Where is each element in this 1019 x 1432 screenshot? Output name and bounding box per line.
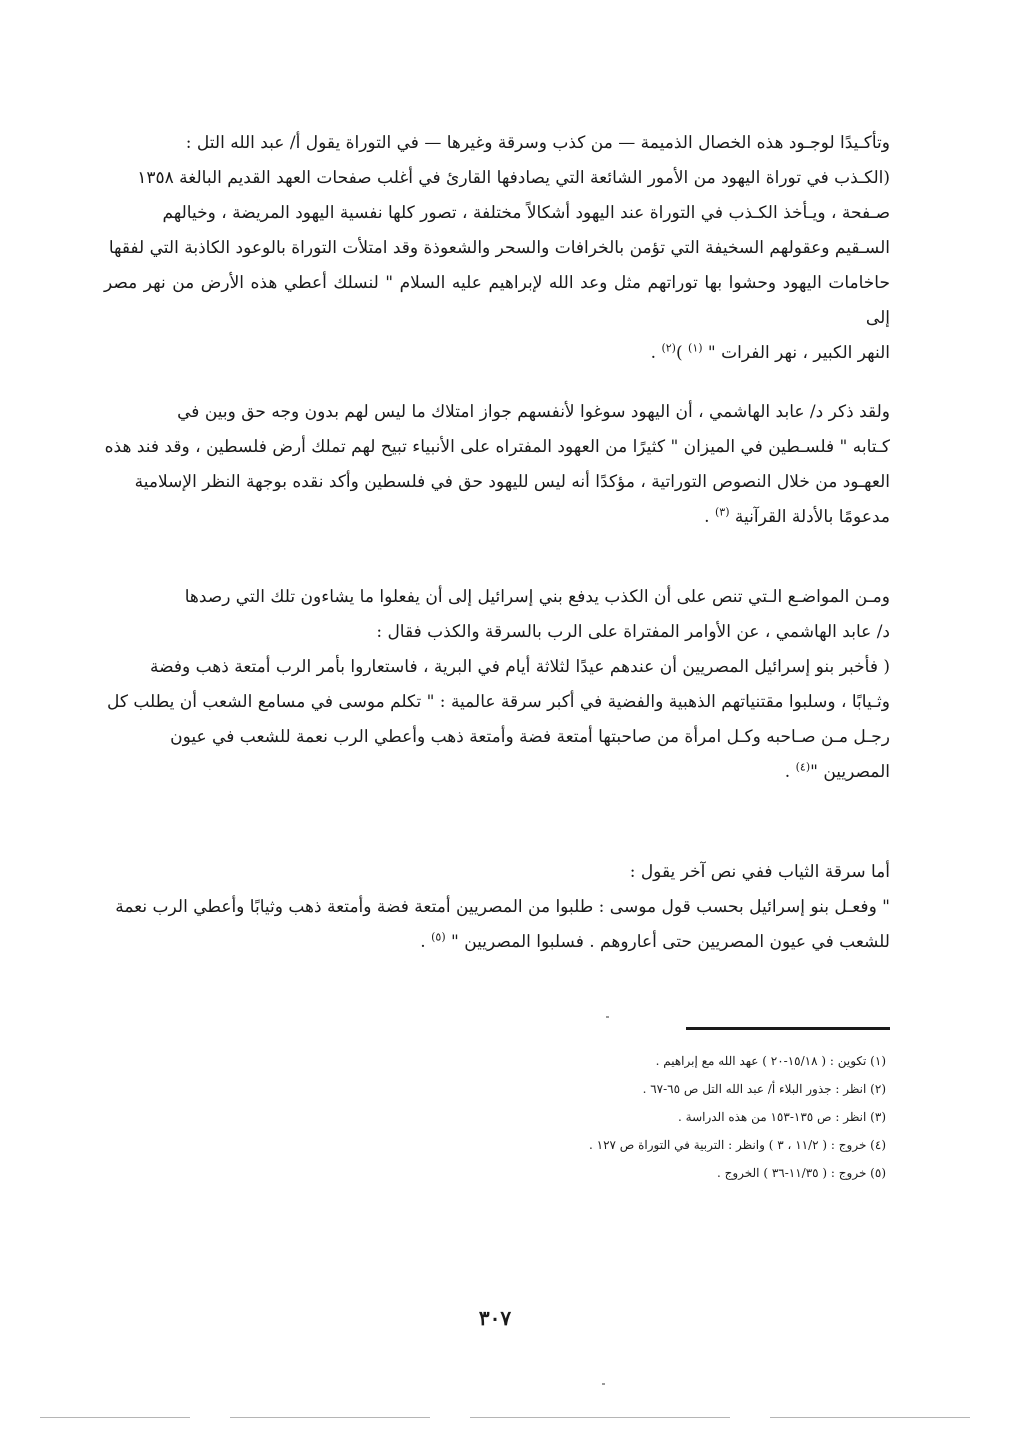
text-line: رجـل مـن صـاحبه وكـل امرأة من صاحبتها أمتعة فضة وأمتعة ذهب وأعطي الرب نعمة للشعب في عيون — [170, 727, 890, 747]
paragraph-2 — [104, 395, 890, 535]
text-line: أما سرقة الثياب ففي نص آخر يقول : — [629, 862, 890, 882]
footnote-ref-2[interactable]: (٢) — [661, 341, 676, 355]
text-line: وثـيابًا ، وسلبوا مقتنياتهم الذهبية والفضية في أكبر سرقة عالمية : " تكلم موسى في مسامع الشعب أن يطلب كل — [106, 692, 890, 712]
scan-speck — [606, 1016, 609, 1018]
footnote-item: (٤) خروج : ( ١١/٢ ، ٣ ) وانظر : التربية في التوراة ص ١٢٧ . — [588, 1138, 886, 1152]
text-span: . — [784, 762, 796, 782]
text-line — [104, 500, 890, 535]
text-line: " وفعـل بنو إسرائيل بحسب قول موسى : طلبوا من المصريين أمتعة فضة وأمتعة ذهب وثيابًا وأعطي الرب نعمة — [115, 897, 890, 917]
scan-speck — [602, 1383, 605, 1385]
text-line: كـتابه " فلسـطين في الميزان " كثيرًا من العهود المفتراه على الأنبياء تبيح لهم تملك أرض فلسطين ، وقد فند هذه — [104, 437, 890, 457]
text-line: صـفحة ، ويـأخذ الكـذب في التوراة عند اليهود أشكالاً مختلفة ، تصور كلها نفسية اليهود المريضة ، وخيالهم — [162, 203, 890, 223]
scan-edge-line — [40, 1417, 190, 1418]
text-line — [104, 336, 890, 371]
paragraph-1 — [104, 126, 890, 371]
text-span: ) — [675, 343, 689, 363]
text-span: النهر الكبير ، نهر الفرات " — [702, 343, 890, 363]
text-line: وتأكـيدًا لوجـود هذه الخصال الذميمة — من كذب وسرقة وغيرها — في التوراة يقول أ/ عبد الله التل : — [185, 133, 890, 153]
page-number: ٣٠٧ — [478, 1306, 512, 1330]
footnote-divider — [686, 1027, 890, 1030]
scan-edge-line — [770, 1417, 970, 1418]
footnote-ref-4[interactable]: (٤) — [795, 760, 811, 774]
text-line: العهـود من خلال النصوص التوراتية ، مؤكدًا أنه ليس لليهود حق في فلسطين وأكد نقده بوجهة النظر الإسلامية — [134, 472, 890, 492]
footnote-item: (٥) خروج : ( ١١/٣٥-٣٦ ) الخروج . — [716, 1166, 886, 1180]
footnote-item: (٣) انظر : ص ١٣٥-١٥٣ من هذه الدراسة . — [678, 1110, 886, 1124]
scan-edge-line — [470, 1417, 730, 1418]
paragraph-4 — [104, 855, 890, 960]
text-span: . — [650, 343, 662, 363]
footnotes — [440, 1047, 886, 1187]
text-line — [104, 925, 890, 960]
text-line — [104, 755, 890, 790]
footnote-item: (٢) انظر : جذور البلاء أ/ عبد الله التل ص ٦٥-٦٧ . — [642, 1082, 886, 1096]
text-span: مدعومًا بالأدلة القرآنية — [729, 507, 890, 527]
paragraph-3 — [104, 580, 890, 790]
text-span: . — [420, 932, 432, 952]
text-line: (الكـذب في توراة اليهود من الأمور الشائعة التي يصادفها القارئ في أغلب صفحات العهد القديم البالغة ١٣٥٨ — [137, 168, 890, 188]
text-line: ولقد ذكر د/ عابد الهاشمي ، أن اليهود سوغوا لأنفسهم جواز امتلاك ما ليس لهم بدون وجه حق وبين في — [177, 402, 890, 422]
footnote-item: (١) تكوين : ( ١٥/١٨-٢٠ ) عهد الله مع إبراهيم . — [655, 1054, 886, 1068]
text-line: د/ عابد الهاشمي ، عن الأوامر المفتراة على الرب بالسرقة والكذب فقال : — [376, 622, 890, 642]
text-span: . — [704, 507, 715, 527]
text-span: للشعب في عيون المصريين حتى أعاروهم . فسلبوا المصريين " — [445, 932, 890, 952]
footnote-ref-5[interactable]: (٥) — [431, 930, 446, 944]
text-line: ومـن المواضـع الـتي تنص على أن الكذب يدفع بني إسرائيل إلى أن يفعلوا ما يشاءون تلك التي رصدها — [184, 587, 890, 607]
text-line: السـقيم وعقولهم السخيفة التي تؤمن بالخرافات والسحر والشعوذة وقد امتلأت التوراة بالوعود الكاذبة التي لفقها — [108, 238, 890, 258]
scan-edge-line — [230, 1417, 430, 1418]
footnote-ref-1[interactable]: (١) — [688, 341, 703, 355]
text-line: ( فأخبر بنو إسرائيل المصريين أن عندهم عيدًا لثلاثة أيام في البرية ، فاستعاروا بأمر الرب أمتعة ذهب وفضة — [149, 657, 890, 677]
text-span: المصريين " — [810, 762, 890, 782]
footnote-ref-3[interactable]: (٣) — [714, 505, 730, 519]
text-line: حاخامات اليهود وحشوا بها توراتهم مثل وعد الله لإبراهيم عليه السلام " لنسلك أعطي هذه الأرض من نهر مصر إلى — [104, 273, 890, 328]
